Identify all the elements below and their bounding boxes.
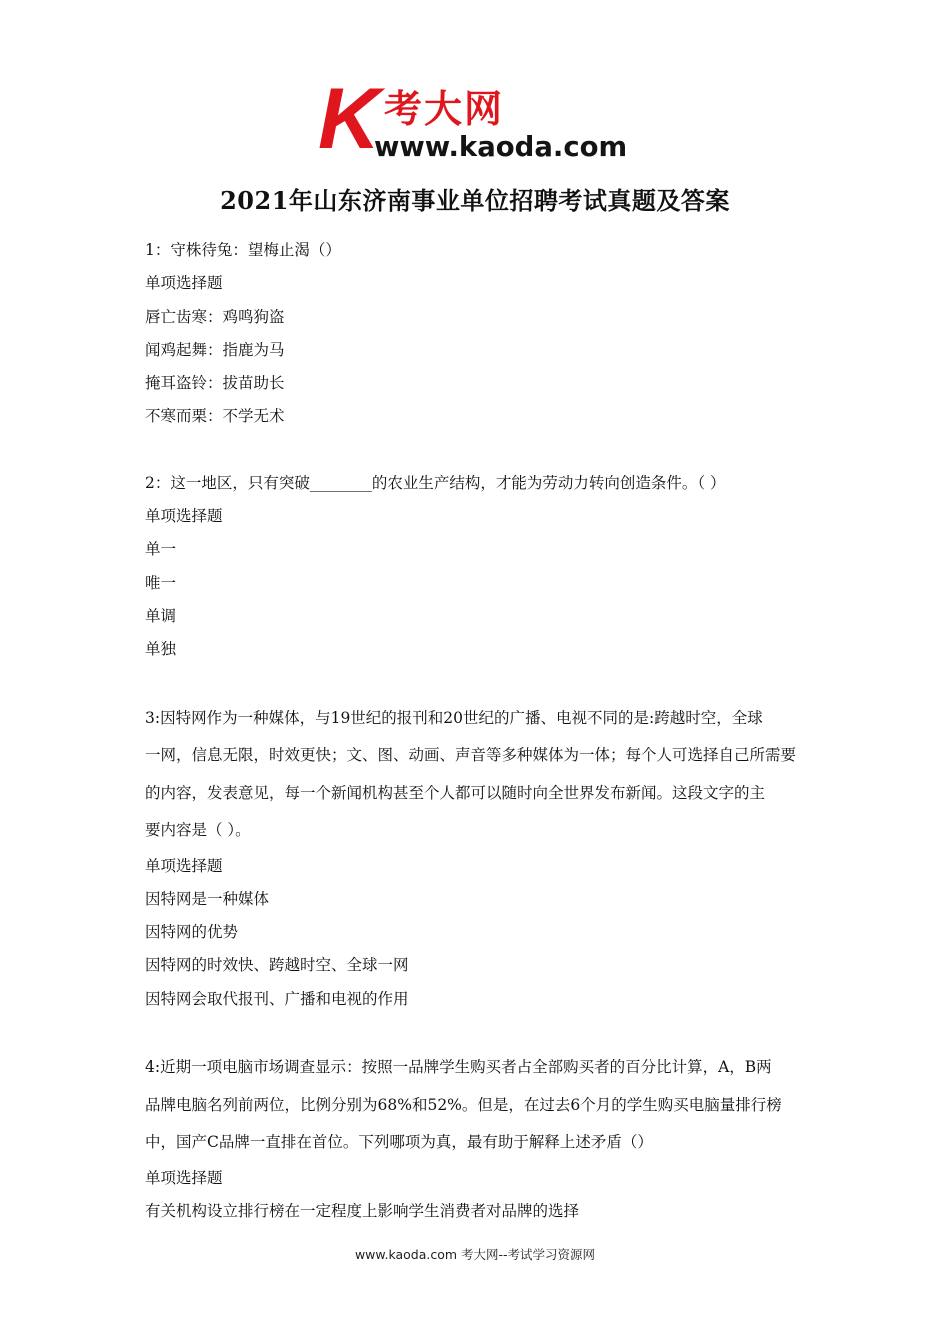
question-stem: 3:因特网作为一种媒体，与19世纪的报刊和20世纪的广播、电视不同的是:跨越时空，全球	[145, 708, 763, 727]
question-type: 单项选择题	[145, 507, 223, 526]
page-footer: www.kaoda.com 考大网--考试学习资源网	[354, 1247, 596, 1262]
question-stem: 要内容是（ ）。	[145, 821, 251, 840]
answer-option: 唇亡齿寒：鸡鸣狗盗	[145, 307, 285, 326]
question-stem: 一网，信息无限，时效更快；文、图、动画、声音等多种媒体为一体；每个人可选择自己所需要	[145, 746, 797, 765]
question-block	[145, 1049, 810, 1228]
answer-option: 因特网是一种媒体	[145, 889, 270, 908]
question-stem: 中，国产C品牌一直排在首位。下列哪项为真，最有助于解释上述矛盾（）	[145, 1133, 653, 1152]
question-list	[145, 234, 810, 1261]
logo-chinese-text: 考大网	[384, 87, 505, 131]
kaoda-logo-mark	[318, 80, 638, 162]
question-stem: 1：守株待兔：望梅止渴（）	[145, 241, 341, 259]
answer-option: 唯一	[145, 573, 177, 592]
answer-option: 有关机构设立排行榜在一定程度上影响学生消费者对品牌的选择	[145, 1201, 580, 1220]
answer-option: 因特网的优势	[145, 923, 239, 942]
question-type: 单项选择题	[145, 274, 223, 293]
question-type: 单项选择题	[145, 856, 223, 875]
answer-option: 单调	[145, 606, 177, 625]
question-stem: 的内容，发表意见，每一个新闻机构甚至个人都可以随时向全世界发布新闻。这段文字的主	[145, 783, 766, 802]
question-type: 单项选择题	[145, 1168, 223, 1187]
question-block	[145, 234, 810, 434]
answer-option: 闻鸡起舞：指鹿为马	[145, 340, 285, 359]
logo-k-letter: K	[318, 80, 381, 162]
question-stem: 2：这一地区，只有突破________的农业生产结构，才能为劳动力转向创造条件。（ ）	[145, 473, 726, 492]
question-block	[145, 700, 810, 1016]
answer-option: 单独	[145, 640, 177, 659]
kaoda-logo	[318, 80, 638, 162]
answer-option: 掩耳盗铃：拔苗助长	[145, 374, 285, 393]
question-stem: 4:近期一项电脑市场调查显示：按照一品牌学生购买者占全部购买者的百分比计算，A，B两	[145, 1058, 772, 1077]
answer-option: 不寒而栗：不学无术	[145, 407, 285, 426]
question-block	[145, 467, 810, 667]
question-stem: 品牌电脑名列前两位，比例分别为68%和52%。但是，在过去6个月的学生购买电脑量排行榜	[145, 1095, 782, 1114]
answer-option: 单一	[145, 540, 177, 559]
answer-option: 因特网的时效快、跨越时空、全球一网	[145, 956, 409, 975]
logo-url-text: www.kaoda.com	[374, 131, 628, 162]
answer-option: 因特网会取代报刊、广播和电视的作用	[145, 989, 409, 1008]
document-title: 2021年山东济南事业单位招聘考试真题及答案	[220, 186, 730, 215]
